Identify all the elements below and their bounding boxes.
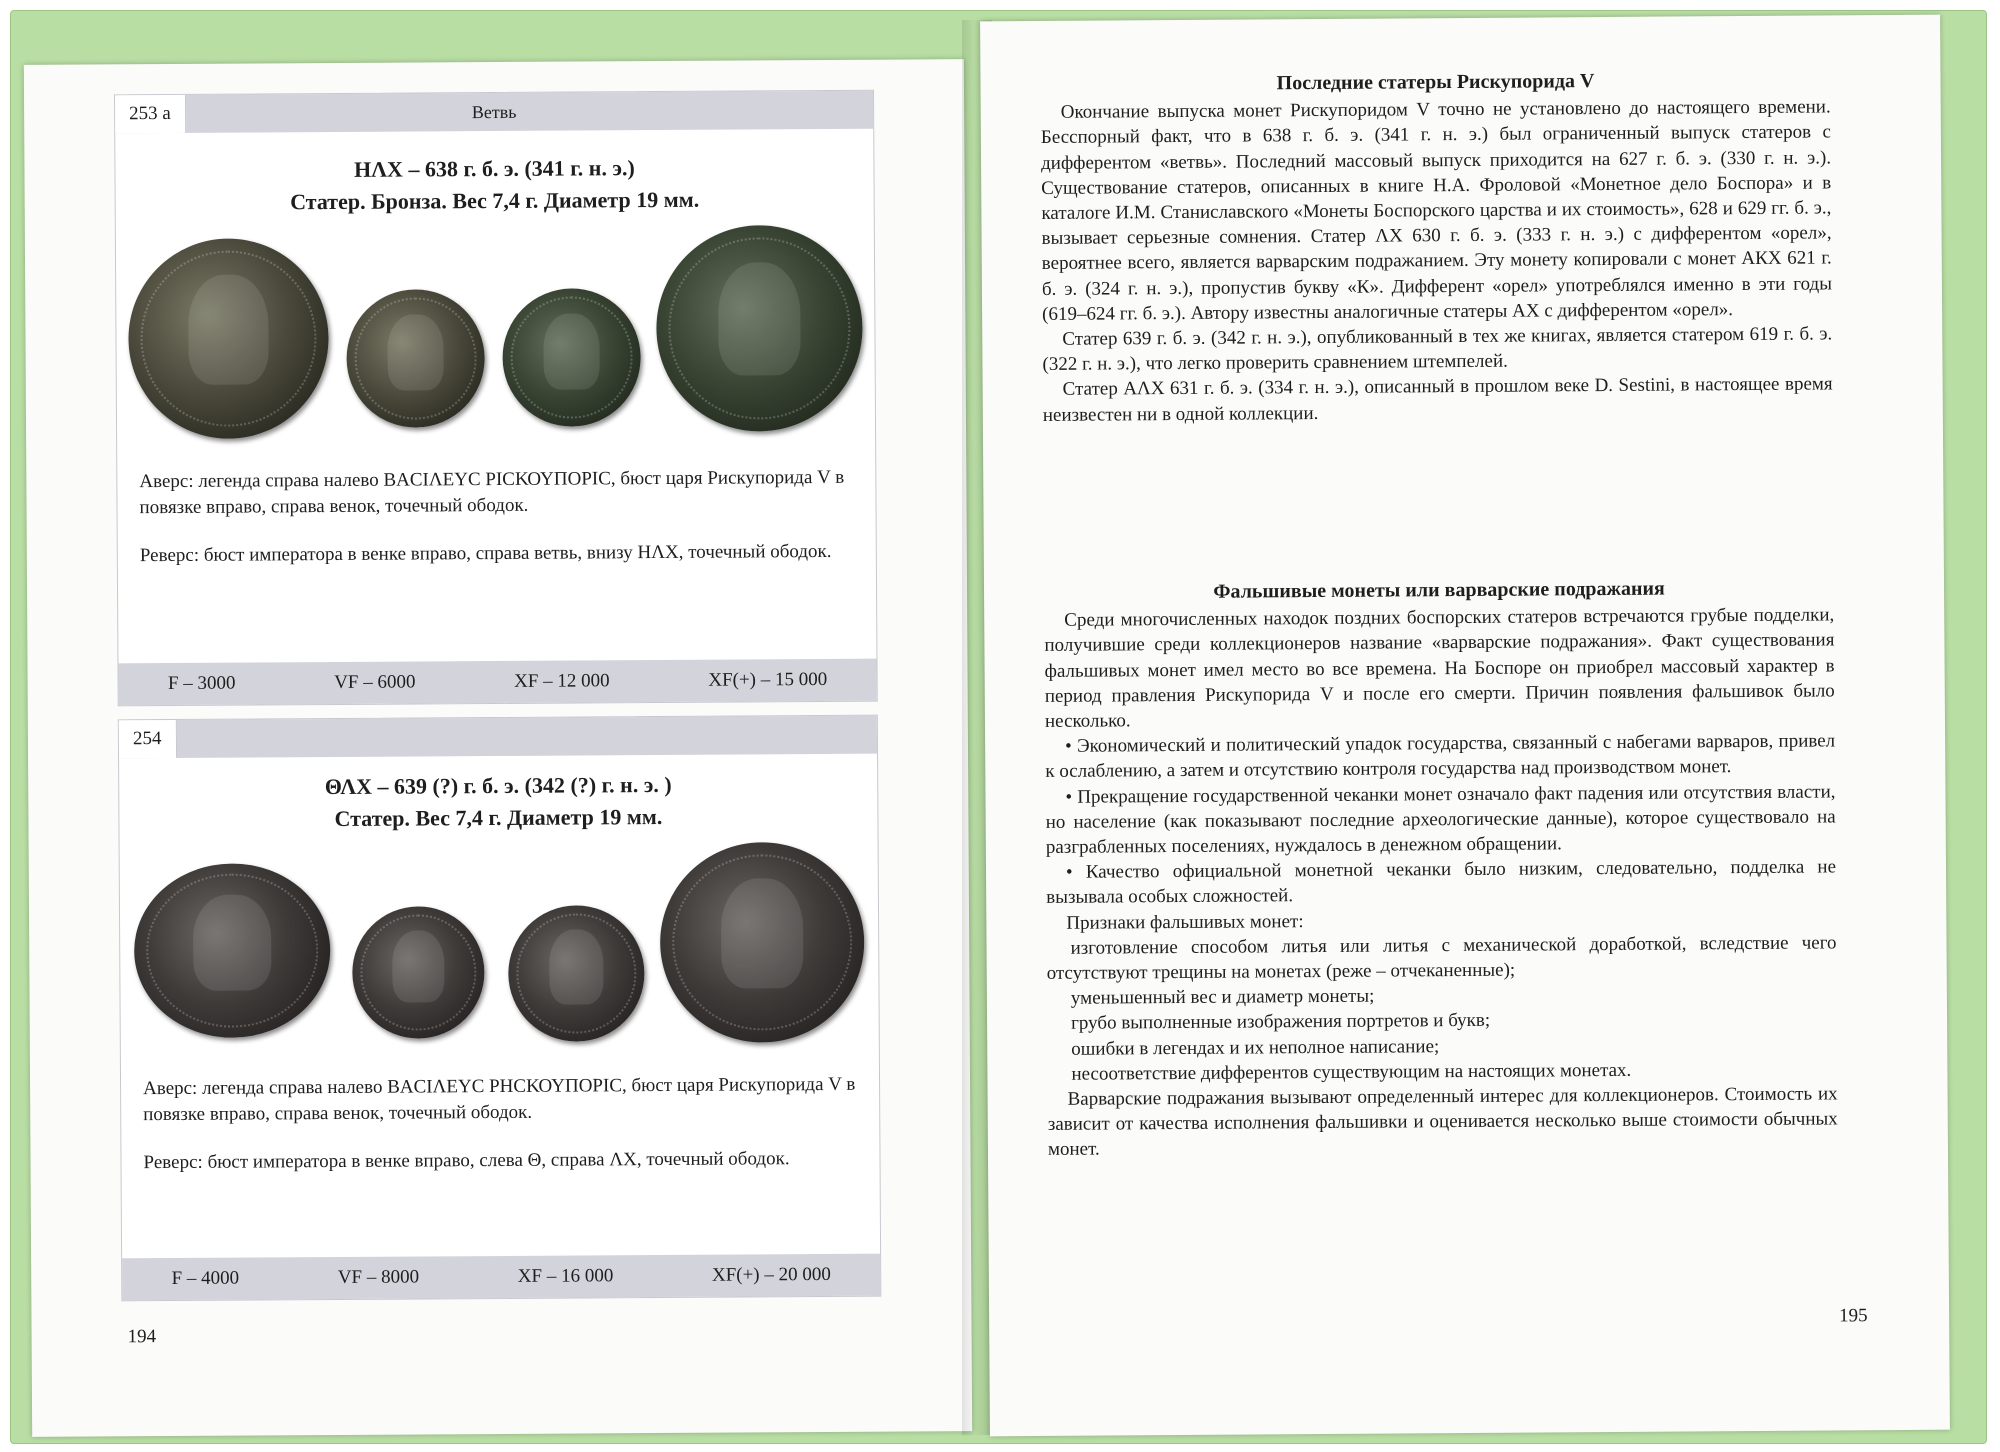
- card-number: 253 а: [115, 95, 186, 133]
- card-title-line2: Статер. Вес 7,4 г. Диаметр 19 мм.: [334, 803, 663, 831]
- price-xf: XF – 16 000: [517, 1265, 614, 1287]
- bullet-2: • Прекращение государственной чеканки монет означало факт падения или отсутствия власти, но население (как показывают последние археологические данные), которое существовало на разграбленных поселениях, нуждалось в денежном обращении.: [1045, 781, 1836, 858]
- card-title-line1: НΛХ – 638 г. б. э. (341 г. н. э.): [354, 155, 635, 182]
- card-title-line2: Статер. Бронза. Вес 7,4 г. Диаметр 19 мм.: [290, 186, 700, 215]
- section-counterfeits: [1044, 575, 1838, 1162]
- coin-obverse-large: [128, 238, 329, 439]
- price-f: F – 3000: [167, 672, 236, 695]
- signs-heading: Признаки фальшивых монет:: [1066, 910, 1304, 934]
- paragraph-5: Варварские подражания вызывают определенный интерес для коллекционеров. Стоимость их зависит от качества исполнения фальшивки и оценивается несколько выше стоимости обычных монет.: [1047, 1083, 1838, 1161]
- card-title: [119, 768, 877, 837]
- bullet-3: • Качество официальной монетной чеканки было низким, следовательно, подделка не вызывала особых сложностей.: [1046, 856, 1837, 909]
- coin-reverse-large: [660, 842, 865, 1043]
- paragraph-1: Окончание выпуска монет Рискупоридом V точно не установлено до настоящего времени. Бесспорный факт, что в 638 г. б. э. (341 г. н. э.) был ограниченный выпуск статеров с дифферентом «ветвь». Последний массовый выпуск приходится на 627 г. б. э. (330 г. н. э.). Существование статеров, описанных в книге Н.А. Фроловой «Монетное дело Боспора» и в каталоге И.М. Станиславского «Монеты Боспорского царства и их стоимость», 628 и 629 гг. б. э., вызывает серьезные сомнения. Статер ΛХ 630 г. б. э. (333 г. н. э.) с дифферентом «орел», вероятнее всего, является варварским подражанием. Эту монету копировали с монет АКХ 621 г. б. э. (324 г. н. э.), пропустив букву «К». Дифферент «орел» употреблялся именно в эти годы (619–624 гг. б. э.). Автору известны аналогичные статеры АХ с дифферентом «орел».: [1040, 96, 1832, 325]
- obverse-text: Аверс: легенда справа налево ΒΑCΙΛΕΥC ΡΙCΚΟΥΠΟΡΙC, бюст царя Рискупорида V в повязке вправо, справа венок, точечный ободок.: [139, 466, 845, 519]
- card-header: [115, 91, 873, 134]
- price-xf-plus: XF(+) – 15 000: [708, 668, 828, 691]
- card-number: 254: [119, 720, 177, 758]
- heading-last-staters: Последние статеры Рискупорида V: [1276, 70, 1595, 95]
- coin-reverse-small: [508, 905, 645, 1042]
- coin-description: [117, 465, 876, 570]
- sign-item-2: уменьшенный вес и диаметр монеты;: [1070, 985, 1375, 1010]
- paragraph-3: Статер АΛХ 631 г. б. э. (334 г. н. э.), описанный в прошлом веке D. Sestini, в настоящее время неизвестен ни в одной коллекции.: [1042, 373, 1833, 426]
- price-vf: VF – 6000: [334, 671, 416, 693]
- page-number-right: 195: [1839, 1305, 1868, 1327]
- sign-item-4: ошибки в легендах и их неполное написание;: [1071, 1035, 1440, 1060]
- page-number-left: 194: [127, 1326, 157, 1348]
- coin-reverse-large: [656, 225, 863, 432]
- reverse-text: Реверс: бюст императора в венке вправо, справа ветвь, внизу НΛХ, точечный ободок.: [139, 540, 832, 567]
- sign-item-1: изготовление способом литья или литья с механической доработкой, вследствие чего отсутствуют трещины на монетах (реже – отчеканенные);: [1046, 932, 1837, 984]
- paragraph-4: Среди многочисленных находок поздних боспорских статеров встречаются грубые подделки, получившие среди коллекционеров название «варварские подражания». Факт существования фальшивых монет имел место во все времена. На Боспоре он приобрел массовый характер в период правления Рискупорида V и после его смерти. Причин появления фальшивок было несколько.: [1044, 604, 1835, 732]
- card-branch-label: Ветвь: [471, 101, 517, 123]
- coin-obverse-small: [346, 289, 485, 428]
- sign-item-3: грубо выполненные изображения портретов и букв;: [1070, 1010, 1491, 1035]
- section-last-staters: [1040, 67, 1832, 427]
- bullet-1: • Экономический и политический упадок государства, связанный с набегами варваров, привел к ослаблению, а затем и отсутствию контроля государства над производством монет.: [1045, 730, 1836, 783]
- price-f: F – 4000: [171, 1267, 240, 1290]
- left-page: [24, 59, 972, 1437]
- card-header: [119, 716, 877, 759]
- coin-obverse-large: [134, 863, 331, 1038]
- price-xf: XF – 12 000: [514, 670, 610, 692]
- paragraph-2: Статер 639 г. б. э. (342 г. н. э.), опубликованный в тех же книгах, является статером 619 г. б. э. (322 г. н. э.), что легко проверить сравнением штемпелей.: [1042, 323, 1833, 376]
- sign-item-5: несоответствие дифферентов существующим на настоящих монетах.: [1071, 1059, 1632, 1085]
- price-bar: [118, 659, 876, 706]
- price-bar: [122, 1254, 880, 1301]
- card-title-line1: ΘΛХ – 639 (?) г. б. э. (342 (?) г. н. э. ): [324, 771, 672, 800]
- coin-obverse-small: [352, 906, 485, 1039]
- price-vf: VF – 8000: [337, 1266, 420, 1288]
- price-xf-plus: XF(+) – 20 000: [711, 1263, 831, 1286]
- coin-reverse-small: [502, 288, 641, 427]
- heading-counterfeits: Фальшивые монеты или варварские подражания: [1213, 577, 1665, 603]
- coin-card-254: [118, 715, 882, 1302]
- reverse-text: Реверс: бюст императора в венке вправо, слева Θ, справа ΛХ, точечный ободок.: [143, 1148, 790, 1174]
- right-page: [980, 15, 1950, 1437]
- coin-description: [121, 1072, 880, 1177]
- coin-card-253a: [114, 90, 878, 707]
- coin-photos: [116, 225, 875, 450]
- card-title: [115, 151, 873, 220]
- coin-photos: [120, 842, 879, 1047]
- obverse-text: Аверс: легенда справа налево ΒΑCΙΛΕΥC ΡΗCΚΟΥΠΟΡΙC, бюст царя Рискупорида V в повязке вправо, справа венок, точечный ободок.: [143, 1073, 856, 1126]
